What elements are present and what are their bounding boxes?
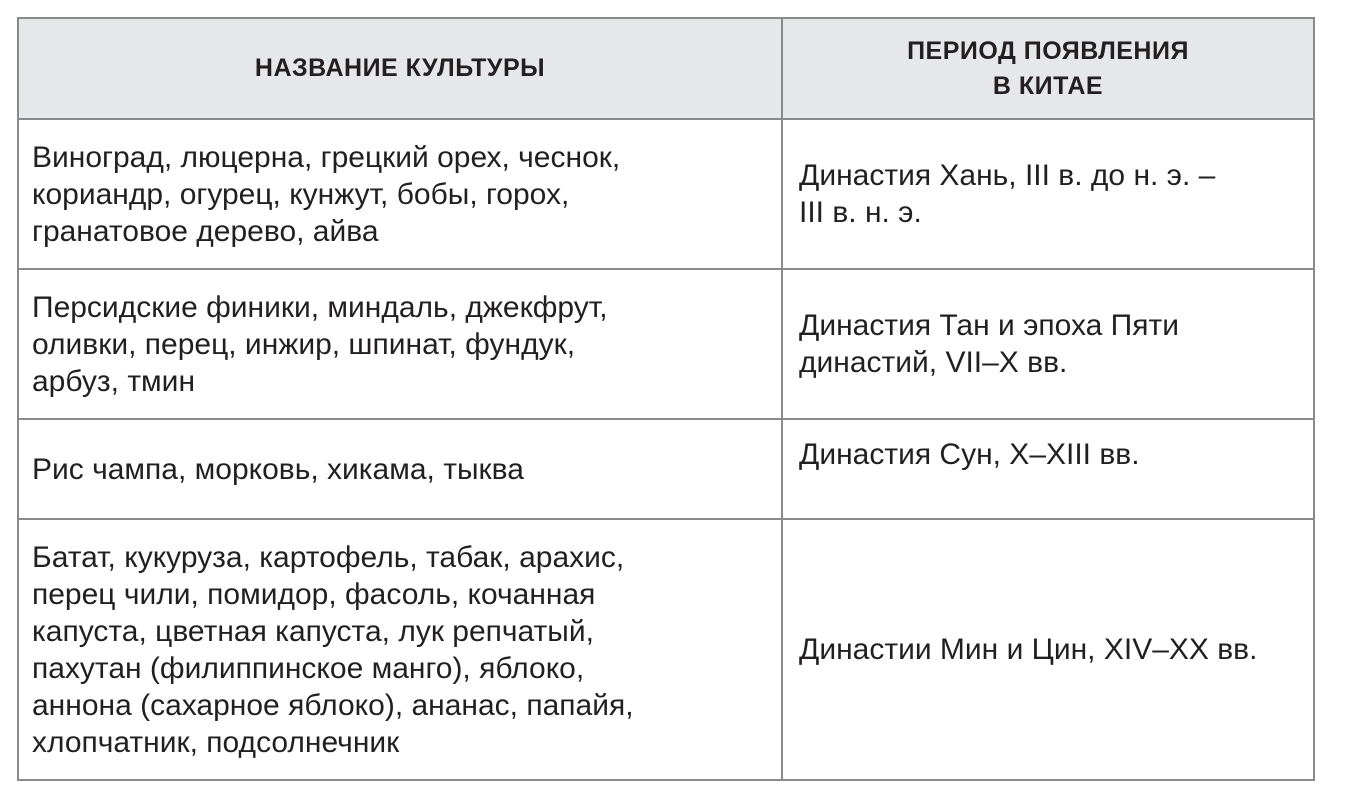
table-row xyxy=(19,419,1313,519)
period-cell: Династия Тан и эпоха Пяти династий, VII–X вв. xyxy=(782,269,1313,419)
table-row xyxy=(19,119,1313,269)
header-culture-name: НАЗВАНИЕ КУЛЬТУРЫ xyxy=(19,19,782,119)
crops-table xyxy=(17,17,1315,781)
header-period: ПЕРИОД ПОЯВЛЕНИЯ В КИТАЕ xyxy=(782,19,1313,119)
table-row xyxy=(19,269,1313,419)
table-row xyxy=(19,519,1313,779)
period-cell: Династия Сун, X–XIII вв. xyxy=(782,419,1313,519)
table-header-row xyxy=(19,19,1313,119)
culture-cell: Батат, кукуруза, картофель, табак, арахис, перец чили, помидор, фасоль, кочанная капуста, цветная капуста, лук репчатый, пахутан (филиппинское манго), яблоко, аннона (сахарное яблоко), ананас, папайя, хлопчатник, подсолнечник xyxy=(19,519,782,779)
culture-cell: Персидские финики, миндаль, джекфрут, оливки, перец, инжир, шпинат, фундук, арбуз, тмин xyxy=(19,269,782,419)
culture-cell: Виноград, люцерна, грецкий орех, чеснок, кориандр, огурец, кунжут, бобы, горох, гранатовое дерево, айва xyxy=(19,119,782,269)
period-cell: Династия Хань, III в. до н. э. – III в. н. э. xyxy=(782,119,1313,269)
culture-cell: Рис чампа, морковь, хикама, тыква xyxy=(19,419,782,519)
period-cell: Династии Мин и Цин, XIV–XX вв. xyxy=(782,519,1313,779)
crops-table-grid xyxy=(19,19,1313,779)
